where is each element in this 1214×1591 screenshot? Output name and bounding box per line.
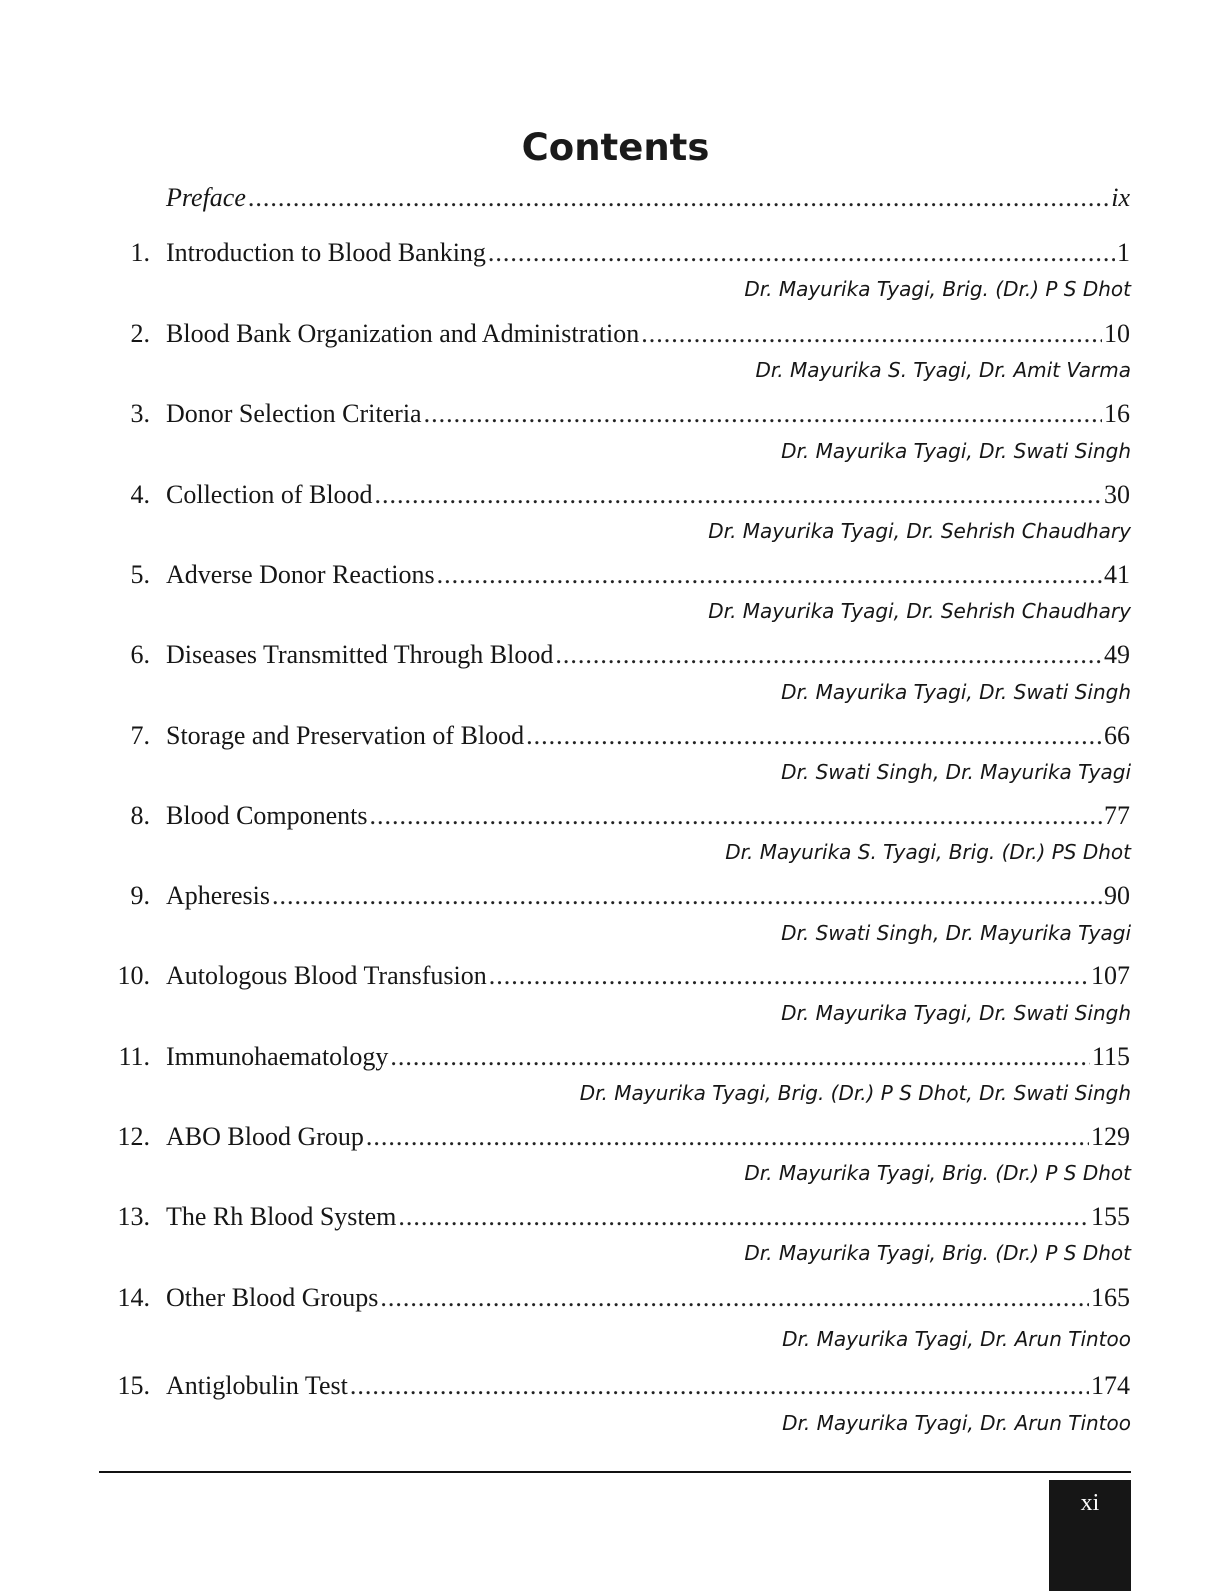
entry-page: 77 bbox=[1104, 801, 1130, 830]
entry-authors: Dr. Mayurika Tyagi, Dr. Sehrish Chaudhary bbox=[708, 519, 1131, 543]
entry-title: Introduction to Blood Banking bbox=[166, 238, 486, 267]
entry-number: 4. bbox=[130, 480, 150, 509]
entry-page: 1 bbox=[1117, 238, 1130, 267]
entry-page: 155 bbox=[1091, 1202, 1130, 1231]
dot-leader bbox=[489, 961, 1089, 991]
page-number-tab bbox=[1049, 1480, 1131, 1591]
toc-entry[interactable] bbox=[100, 881, 1130, 911]
entry-page: 90 bbox=[1104, 881, 1130, 910]
toc-entry[interactable] bbox=[100, 1122, 1130, 1152]
entry-title: Apheresis bbox=[166, 881, 270, 910]
entry-page: 30 bbox=[1104, 480, 1130, 509]
entry-title: Donor Selection Criteria bbox=[166, 399, 422, 428]
entry-page: 115 bbox=[1091, 1042, 1130, 1071]
entry-title: Adverse Donor Reactions bbox=[166, 560, 435, 589]
entry-number: 1. bbox=[130, 238, 150, 267]
entry-authors: Dr. Mayurika Tyagi, Brig. (Dr.) P S Dhot bbox=[744, 1161, 1131, 1185]
toc-entry[interactable] bbox=[100, 961, 1130, 991]
entry-title: Immunohaematology bbox=[166, 1042, 389, 1071]
footer-rule bbox=[99, 1471, 1131, 1473]
toc-entry[interactable] bbox=[100, 1202, 1130, 1232]
toc-entry[interactable] bbox=[100, 560, 1130, 590]
entry-authors: Dr. Mayurika S. Tyagi, Brig. (Dr.) PS Dhot bbox=[725, 840, 1131, 864]
dot-leader bbox=[350, 1371, 1089, 1401]
toc-entry[interactable] bbox=[100, 1042, 1130, 1072]
dot-leader bbox=[526, 721, 1102, 751]
entry-number: 15. bbox=[117, 1371, 150, 1400]
entry-authors: Dr. Mayurika S. Tyagi, Dr. Amit Varma bbox=[755, 358, 1131, 382]
toc-entry[interactable] bbox=[100, 1371, 1130, 1401]
entry-number: 8. bbox=[130, 801, 150, 830]
entry-page: 10 bbox=[1104, 319, 1130, 348]
entry-number: 14. bbox=[117, 1283, 150, 1312]
entry-page: ix bbox=[1111, 183, 1130, 212]
toc-entry[interactable] bbox=[100, 399, 1130, 429]
entry-authors: Dr. Swati Singh, Dr. Mayurika Tyagi bbox=[781, 760, 1131, 784]
dot-leader bbox=[375, 480, 1102, 510]
dot-leader bbox=[641, 319, 1102, 349]
toc-entry[interactable] bbox=[100, 238, 1130, 268]
entry-number: 9. bbox=[130, 881, 150, 910]
dot-leader bbox=[380, 1283, 1089, 1313]
entry-authors: Dr. Mayurika Tyagi, Dr. Arun Tintoo bbox=[782, 1327, 1131, 1351]
entry-title: Storage and Preservation of Blood bbox=[166, 721, 525, 750]
entry-title: Autologous Blood Transfusion bbox=[166, 961, 487, 990]
toc-entry-preface[interactable] bbox=[100, 183, 1130, 213]
toc-entry[interactable] bbox=[100, 480, 1130, 510]
toc-entry[interactable] bbox=[100, 721, 1130, 751]
entry-number: 6. bbox=[130, 640, 150, 669]
entry-authors: Dr. Mayurika Tyagi, Dr. Sehrish Chaudhary bbox=[708, 599, 1131, 623]
entry-title: Blood Components bbox=[166, 801, 368, 830]
entry-page: 66 bbox=[1104, 721, 1130, 750]
dot-leader bbox=[390, 1042, 1090, 1072]
dot-leader bbox=[370, 801, 1102, 831]
toc-entry[interactable] bbox=[100, 1283, 1130, 1313]
entry-number: 7. bbox=[130, 721, 150, 750]
entry-page: 49 bbox=[1104, 640, 1130, 669]
entry-title: Blood Bank Organization and Administration bbox=[166, 319, 640, 348]
entry-page: 129 bbox=[1091, 1122, 1130, 1151]
entry-title: Diseases Transmitted Through Blood bbox=[166, 640, 554, 669]
entry-number: 12. bbox=[117, 1122, 150, 1151]
dot-leader bbox=[555, 640, 1102, 670]
entry-number: 2. bbox=[130, 319, 150, 348]
entry-title: The Rh Blood System bbox=[166, 1202, 397, 1231]
entry-authors: Dr. Mayurika Tyagi, Brig. (Dr.) P S Dhot, Dr. Swati Singh bbox=[579, 1081, 1131, 1105]
entry-page: 16 bbox=[1104, 399, 1130, 428]
entry-number: 10. bbox=[117, 961, 150, 990]
entry-authors: Dr. Mayurika Tyagi, Dr. Swati Singh bbox=[781, 439, 1131, 463]
entry-authors: Dr. Mayurika Tyagi, Brig. (Dr.) P S Dhot bbox=[744, 1241, 1131, 1265]
dot-leader bbox=[248, 183, 1109, 213]
entry-title: Antiglobulin Test bbox=[166, 1371, 348, 1400]
entry-page: 165 bbox=[1091, 1283, 1130, 1312]
toc-entry[interactable] bbox=[100, 801, 1130, 831]
entry-page: 41 bbox=[1104, 560, 1130, 589]
entry-authors: Dr. Swati Singh, Dr. Mayurika Tyagi bbox=[781, 921, 1131, 945]
entry-number: 3. bbox=[130, 399, 150, 428]
entry-number: 5. bbox=[130, 560, 150, 589]
entry-authors: Dr. Mayurika Tyagi, Dr. Swati Singh bbox=[781, 1001, 1131, 1025]
toc-entry[interactable] bbox=[100, 640, 1130, 670]
entry-page: 174 bbox=[1091, 1371, 1130, 1400]
dot-leader bbox=[272, 881, 1102, 911]
entry-number: 13. bbox=[117, 1202, 150, 1231]
entry-number: 11. bbox=[118, 1042, 150, 1071]
dot-leader bbox=[398, 1202, 1089, 1232]
dot-leader bbox=[366, 1122, 1089, 1152]
entry-authors: Dr. Mayurika Tyagi, Brig. (Dr.) P S Dhot bbox=[744, 277, 1131, 301]
entry-title: Preface bbox=[166, 183, 246, 212]
entry-authors: Dr. Mayurika Tyagi, Dr. Swati Singh bbox=[781, 680, 1131, 704]
entry-page: 107 bbox=[1091, 961, 1130, 990]
entry-authors: Dr. Mayurika Tyagi, Dr. Arun Tintoo bbox=[782, 1411, 1131, 1435]
dot-leader bbox=[424, 399, 1102, 429]
page-number: xi bbox=[1080, 1490, 1100, 1516]
toc-entry[interactable] bbox=[100, 319, 1130, 349]
dot-leader bbox=[437, 560, 1102, 590]
page-title: Contents bbox=[521, 126, 710, 169]
dot-leader bbox=[488, 238, 1115, 268]
entry-title: ABO Blood Group bbox=[166, 1122, 364, 1151]
entry-title: Collection of Blood bbox=[166, 480, 373, 509]
entry-title: Other Blood Groups bbox=[166, 1283, 379, 1312]
